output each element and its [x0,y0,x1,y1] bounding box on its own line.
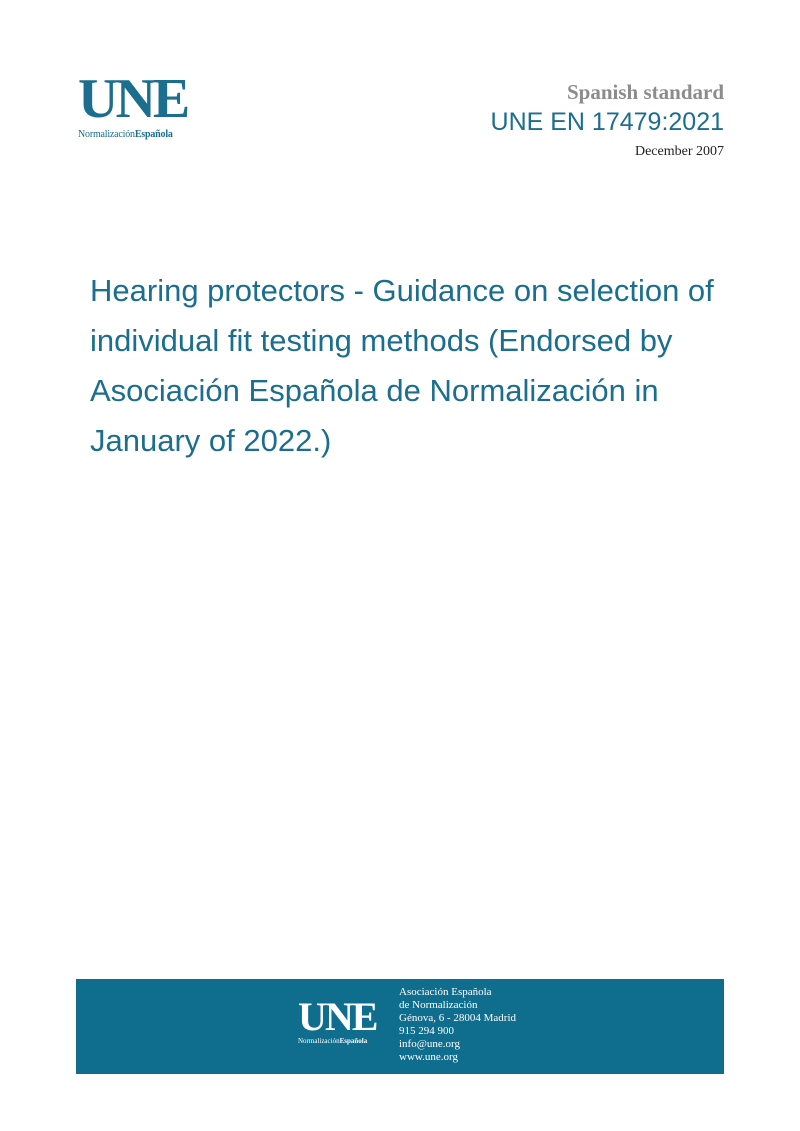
footer-tagline-bold: Española [339,1037,368,1045]
footer-banner [76,979,724,1074]
logo-tagline-regular: Normalización [78,129,135,140]
address-line-phone: 915 294 900 [399,1025,454,1037]
logo-tagline-bold: Española [134,129,173,140]
standard-date: December 2007 [634,144,724,159]
footer-logo-mark: UNE [298,994,377,1039]
address-line-website[interactable]: www.une.org [399,1051,458,1063]
document-title: Hearing protectors - Guidance on selection of individual fit testing methods (Endorsed by Asociación Española de Normalización in January of 2022.) [90,273,714,458]
standard-header [491,78,724,162]
address-line-org-cont: de Normalización [399,999,478,1011]
footer-une-logo [298,994,378,1045]
footer-tagline-regular: Normalización [298,1037,340,1045]
une-logo-mark: UNE [78,68,188,130]
address-line-org: Asociación Española [399,986,492,998]
standard-type: Spanish standard [567,80,724,104]
address-line-email[interactable]: info@une.org [399,1038,460,1050]
footer-logo-tagline [298,1037,378,1045]
une-logo [78,68,193,142]
address-line-street: Génova, 6 - 28004 Madrid [399,1012,517,1024]
standard-code: UNE EN 17479:2021 [490,108,724,136]
une-logo-tagline [78,129,193,140]
footer-address [399,986,516,1064]
